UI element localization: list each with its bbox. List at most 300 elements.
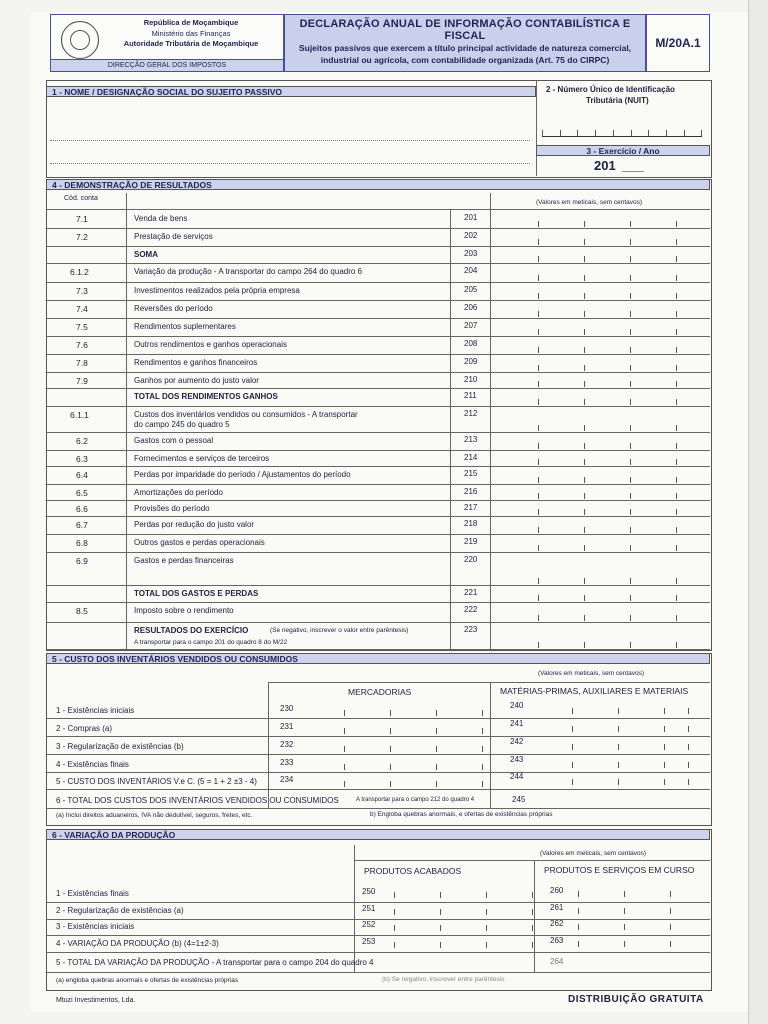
field-code[interactable]: 244 — [510, 772, 524, 781]
divider — [268, 682, 710, 683]
digit-separator — [538, 642, 539, 648]
digit-separator — [584, 275, 585, 281]
digit-separator — [618, 762, 619, 768]
digit-separator — [584, 381, 585, 387]
digit-separator — [578, 891, 579, 897]
digit-separator — [486, 892, 487, 898]
digit-separator — [538, 221, 539, 227]
field-245[interactable]: 245 — [512, 795, 526, 804]
digit-separator — [664, 762, 665, 768]
field-code[interactable]: 201 — [464, 213, 478, 222]
digit-separator — [664, 708, 665, 714]
digit-separator — [584, 221, 585, 227]
digit-separator — [390, 781, 391, 787]
digit-separator — [676, 578, 677, 584]
digit-separator — [584, 399, 585, 405]
directorate-name: DIRECÇÃO GERAL DOS IMPOSTOS — [51, 59, 283, 71]
digit-separator — [624, 908, 625, 914]
digit-separator — [676, 399, 677, 405]
section6-note-a: (a) engloba quebras anormais e ofertas de existências próprias — [56, 977, 239, 984]
field-code[interactable]: 260 — [550, 886, 564, 895]
divider — [46, 952, 710, 953]
fiscal-year-input[interactable]: ___ — [622, 158, 644, 173]
digit-separator — [394, 909, 395, 915]
inventory-row-label: 3 - Regularização de existências (b) — [56, 742, 184, 751]
row-description: TOTAL DOS GASTOS E PERDAS — [134, 589, 259, 598]
divider — [46, 919, 710, 920]
divider — [46, 902, 710, 903]
materias-header: MATÉRIAS-PRIMAS, AUXILIARES E MATERIAIS — [500, 686, 689, 696]
digit-separator — [538, 256, 539, 262]
divider — [46, 754, 710, 755]
divider — [534, 860, 535, 972]
digit-separator — [482, 746, 483, 752]
field-code[interactable]: 251 — [362, 904, 376, 913]
account-code: 6.8 — [76, 538, 88, 548]
ministry-name: Ministério das Finanças — [151, 29, 231, 38]
account-code: 7.3 — [76, 286, 88, 296]
digit-separator — [344, 764, 345, 770]
digit-separator — [630, 275, 631, 281]
digit-separator — [630, 347, 631, 353]
digit-separator — [584, 595, 585, 601]
field-code[interactable]: 234 — [280, 775, 294, 784]
issuer-block — [50, 14, 284, 72]
field-code[interactable]: 263 — [550, 936, 564, 945]
field-code[interactable]: 212 — [464, 409, 478, 418]
digit-separator — [344, 710, 345, 716]
inventory-row-label: 4 - Existências finais — [56, 760, 129, 769]
section5-total-note: A transportar para o campo 212 do quadro 4 — [356, 797, 475, 803]
free-distribution-label: DISTRIBUIÇÃO GRATUITA — [568, 994, 704, 1005]
section1-title: 1 - NOME / DESIGNAÇÃO SOCIAL DO SUJEITO PASSIVO — [46, 86, 536, 97]
digit-separator — [676, 595, 677, 601]
digit-separator — [664, 726, 665, 732]
digit-separator — [482, 728, 483, 734]
digit-separator — [538, 275, 539, 281]
digit-separator — [344, 781, 345, 787]
digit-separator — [538, 595, 539, 601]
digit-separator — [688, 762, 689, 768]
row-description: Outros gastos e perdas operacionais — [134, 538, 265, 547]
digit-separator — [630, 381, 631, 387]
field-code[interactable]: 213 — [464, 435, 478, 444]
digit-separator — [390, 728, 391, 734]
account-code: 7.8 — [76, 358, 88, 368]
field-code[interactable]: 214 — [464, 453, 478, 462]
digit-separator — [630, 578, 631, 584]
digit-separator — [482, 764, 483, 770]
digit-separator — [538, 477, 539, 483]
row-description: Gastos com o pessoal — [134, 436, 214, 445]
row-description-continued: A transportar para o campo 201 do quadro 8 do M/22 — [134, 639, 288, 646]
digit-separator — [532, 892, 533, 898]
account-code: 6.5 — [76, 488, 88, 498]
digit-separator — [538, 459, 539, 465]
fiscal-year-prefix: 201 — [594, 158, 616, 173]
field-code[interactable]: 217 — [464, 503, 478, 512]
field-code[interactable]: 203 — [464, 249, 478, 258]
nuit-input[interactable] — [542, 124, 702, 137]
digit-separator — [538, 239, 539, 245]
digit-separator — [440, 925, 441, 931]
digit-separator — [630, 311, 631, 317]
field-code[interactable]: 208 — [464, 339, 478, 348]
field-264[interactable]: 264 — [550, 957, 564, 966]
digit-separator — [572, 708, 573, 714]
account-code: 7.1 — [76, 214, 88, 224]
account-code: 7.4 — [76, 304, 88, 314]
digit-separator — [676, 275, 677, 281]
digit-separator — [440, 892, 441, 898]
divider — [46, 718, 710, 719]
digit-separator — [436, 746, 437, 752]
digit-separator — [630, 329, 631, 335]
field-code[interactable]: 222 — [464, 605, 478, 614]
field-code[interactable]: 240 — [510, 701, 524, 710]
digit-separator — [486, 909, 487, 915]
row-note: (Se negativo, inscrever o valor entre parêntesis) — [270, 627, 409, 634]
section5-note-b: b) Engloba quebras anormais, e ofertas de existências próprias — [370, 811, 553, 818]
section5-units: (Valores em meticais, sem centavos) — [538, 670, 645, 677]
row-description: Rendimentos suplementares — [134, 322, 236, 331]
digit-separator — [670, 924, 671, 930]
page-edge — [748, 0, 768, 1024]
digit-separator — [630, 642, 631, 648]
divider — [46, 972, 710, 973]
field-code[interactable]: 230 — [280, 704, 294, 713]
field-code[interactable]: 209 — [464, 357, 478, 366]
digit-separator — [538, 347, 539, 353]
field-code[interactable]: 215 — [464, 469, 478, 478]
digit-separator — [394, 942, 395, 948]
digit-separator — [630, 399, 631, 405]
digit-separator — [624, 924, 625, 930]
production-row-label: 3 - Existências iniciais — [56, 922, 135, 931]
digit-separator — [630, 477, 631, 483]
section3-title: 3 - Exercício / Ano — [536, 145, 710, 156]
digit-separator — [630, 365, 631, 371]
digit-separator — [578, 908, 579, 914]
row-description: Gastos e perdas financeiras — [134, 556, 234, 565]
digit-separator — [624, 941, 625, 947]
account-code: 6.1.2 — [70, 267, 89, 277]
account-code: 6.3 — [76, 454, 88, 464]
field-code[interactable]: 242 — [510, 737, 524, 746]
digit-separator — [676, 527, 677, 533]
digit-separator — [572, 762, 573, 768]
digit-separator — [676, 493, 677, 499]
section2-subtitle: Tributária (NUIT) — [586, 96, 649, 105]
form-subtitle-2: industrial ou agrícola, com contabilidade organizada (Art. 75 do CIRPC) — [320, 55, 610, 65]
digit-separator — [630, 443, 631, 449]
section6-total-label: 5 - TOTAL DA VARIAÇÃO DA PRODUÇÃO - A transportar para o campo 204 do quadro 4 — [56, 958, 374, 967]
digit-separator — [618, 744, 619, 750]
section5-note-a: (a) Inclui direitos aduaneiros, IVA não dedutível, seguros, fretes, etc. — [56, 812, 253, 819]
field-code[interactable]: 219 — [464, 537, 478, 546]
digit-separator — [676, 293, 677, 299]
digit-separator — [676, 347, 677, 353]
digit-separator — [584, 477, 585, 483]
section4-title: 4 - DEMONSTRAÇÃO DE RESULTADOS — [46, 179, 710, 190]
row-description: Ganhos por aumento do justo valor — [134, 376, 259, 385]
digit-separator — [436, 764, 437, 770]
digit-separator — [630, 293, 631, 299]
field-code[interactable]: 233 — [280, 758, 294, 767]
production-row-label: 4 - VARIAÇÃO DA PRODUÇÃO (b) (4=1±2-3) — [56, 939, 219, 948]
divider — [536, 80, 537, 176]
digit-separator — [440, 909, 441, 915]
section5-total-label: 6 - TOTAL DOS CUSTOS DOS INVENTÁRIOS VENDIDOS OU CONSUMIDOS — [56, 796, 339, 805]
field-code[interactable]: 261 — [550, 903, 564, 912]
production-row-label: 1 - Existências finais — [56, 889, 129, 898]
row-description: TOTAL DOS RENDIMENTOS GANHOS — [134, 392, 278, 401]
field-code[interactable]: 211 — [464, 391, 477, 400]
account-code: 6.1.1 — [70, 410, 89, 420]
divider — [46, 935, 710, 936]
digit-separator — [688, 744, 689, 750]
digit-separator — [538, 615, 539, 621]
divider — [46, 736, 710, 737]
digit-separator — [676, 425, 677, 431]
field-code[interactable]: 206 — [464, 303, 478, 312]
row-description: Outros rendimentos e ganhos operacionais — [134, 340, 287, 349]
country-name: República de Moçambique — [143, 18, 239, 27]
account-code: 7.6 — [76, 340, 88, 350]
digit-separator — [676, 477, 677, 483]
digit-separator — [538, 329, 539, 335]
digit-separator — [538, 365, 539, 371]
digit-separator — [676, 329, 677, 335]
digit-separator — [630, 509, 631, 515]
digit-separator — [630, 221, 631, 227]
section4-units: (Valores em meticais, sem centavos) — [536, 199, 643, 206]
divider — [46, 789, 710, 790]
digit-separator — [482, 710, 483, 716]
digit-separator — [584, 615, 585, 621]
digit-separator — [584, 578, 585, 584]
name-field-line-1[interactable] — [50, 140, 530, 141]
digit-separator — [584, 239, 585, 245]
field-code[interactable]: 210 — [464, 375, 478, 384]
field-code[interactable]: 223 — [464, 625, 478, 634]
row-description: Custos dos inventários vendidos ou consumidos - A transportar — [134, 410, 358, 419]
digit-separator — [584, 493, 585, 499]
row-description: Rendimentos e ganhos financeiros — [134, 358, 258, 367]
row-description: Prestação de serviços — [134, 232, 213, 241]
digit-separator — [344, 746, 345, 752]
row-description: Fornecimentos e serviços de terceiros — [134, 454, 270, 463]
digit-separator — [584, 642, 585, 648]
row-description: Venda de bens — [134, 214, 188, 223]
account-code: 6.9 — [76, 556, 88, 566]
digit-separator — [486, 925, 487, 931]
inventory-row-label: 1 - Existências iniciais — [56, 706, 135, 715]
row-description-continued: do campo 245 do quadro 5 — [134, 420, 230, 429]
digit-separator — [676, 642, 677, 648]
digit-separator — [676, 545, 677, 551]
section2-title: 2 - Número Único de Identificação — [546, 85, 675, 94]
digit-separator — [486, 942, 487, 948]
digit-separator — [688, 726, 689, 732]
field-code[interactable]: 262 — [550, 919, 564, 928]
inventory-row-label: 5 - CUSTO DOS INVENTÁRIOS V.e C. (5 = 1 + 2 ±3 - 4) — [56, 777, 257, 786]
row-description: Provisões do período — [134, 504, 210, 513]
digit-separator — [676, 311, 677, 317]
divider — [46, 649, 710, 650]
row-description: Perdas por imparidade do período / Ajustamentos do período — [134, 470, 351, 479]
field-code[interactable]: 221 — [464, 588, 478, 597]
field-code[interactable]: 207 — [464, 321, 478, 330]
digit-separator — [578, 924, 579, 930]
digit-separator — [630, 459, 631, 465]
digit-separator — [676, 381, 677, 387]
section6-note-b: (b) Se negativo, inscrever entre parêntesis — [382, 976, 505, 983]
name-field-line-2[interactable] — [50, 163, 530, 164]
form-subtitle-1: Sujeitos passivos que exercem a título principal actividade de natureza comercial, — [298, 43, 632, 53]
field-code[interactable]: 232 — [280, 740, 294, 749]
digit-separator — [584, 311, 585, 317]
digit-separator — [618, 726, 619, 732]
digit-separator — [630, 595, 631, 601]
digit-separator — [538, 293, 539, 299]
digit-separator — [572, 779, 573, 785]
digit-separator — [688, 779, 689, 785]
mercadorias-header: MERCADORIAS — [348, 687, 412, 697]
digit-separator — [584, 347, 585, 353]
digit-separator — [676, 509, 677, 515]
digit-separator — [664, 779, 665, 785]
field-code[interactable]: 220 — [464, 555, 478, 564]
authority-name: Autoridade Tributária de Moçambique — [123, 39, 259, 48]
row-description: Reversões do período — [134, 304, 213, 313]
row-description: RESULTADOS DO EXERCÍCIO — [134, 626, 249, 635]
digit-separator — [538, 381, 539, 387]
form-code: M/20A.1 — [646, 14, 710, 72]
printer-credit: Mtuzi Investimentos, Lda. — [56, 997, 136, 1004]
digit-separator — [630, 527, 631, 533]
section5-title: 5 - CUSTO DOS INVENTÁRIOS VENDIDOS OU CONSUMIDOS — [46, 653, 710, 664]
digit-separator — [584, 293, 585, 299]
digit-separator — [630, 239, 631, 245]
digit-separator — [664, 744, 665, 750]
digit-separator — [538, 443, 539, 449]
field-code[interactable]: 218 — [464, 519, 478, 528]
divider — [46, 808, 710, 809]
digit-separator — [676, 443, 677, 449]
produtos-acabados-header: PRODUTOS ACABADOS — [364, 866, 462, 876]
digit-separator — [532, 925, 533, 931]
digit-separator — [630, 256, 631, 262]
digit-separator — [572, 744, 573, 750]
digit-separator — [630, 493, 631, 499]
row-description: Perdas por redução do justo valor — [134, 520, 255, 529]
section6-units: (Valores em meticais, sem centavos) — [540, 850, 647, 857]
field-code[interactable]: 252 — [362, 920, 376, 929]
inventory-row-label: 2 - Compras (a) — [56, 724, 113, 733]
divider — [354, 860, 710, 861]
account-code: 6.7 — [76, 520, 88, 530]
digit-separator — [584, 459, 585, 465]
digit-separator — [584, 329, 585, 335]
digit-separator — [618, 779, 619, 785]
digit-separator — [538, 311, 539, 317]
digit-separator — [618, 708, 619, 714]
digit-separator — [584, 527, 585, 533]
field-code[interactable]: 243 — [510, 755, 524, 764]
account-code: 8.5 — [76, 606, 88, 616]
row-description: Imposto sobre o rendimento — [134, 606, 234, 615]
digit-separator — [538, 425, 539, 431]
digit-separator — [584, 443, 585, 449]
digit-separator — [630, 545, 631, 551]
row-description: Variação da produção - A transportar do campo 264 do quadro 6 — [134, 267, 363, 276]
digit-separator — [676, 239, 677, 245]
field-code[interactable]: 231 — [280, 722, 294, 731]
field-code[interactable]: 205 — [464, 285, 478, 294]
digit-separator — [670, 908, 671, 914]
digit-separator — [584, 545, 585, 551]
digit-separator — [688, 708, 689, 714]
field-code[interactable]: 202 — [464, 231, 478, 240]
digit-separator — [584, 256, 585, 262]
digit-separator — [624, 891, 625, 897]
digit-separator — [482, 781, 483, 787]
digit-separator — [538, 545, 539, 551]
field-code[interactable]: 204 — [464, 266, 478, 275]
account-code: 7.5 — [76, 322, 88, 332]
digit-separator — [532, 942, 533, 948]
digit-separator — [676, 459, 677, 465]
digit-separator — [676, 615, 677, 621]
divider — [46, 772, 710, 773]
digit-separator — [578, 941, 579, 947]
coat-of-arms-emblem — [61, 21, 99, 59]
field-code[interactable]: 241 — [510, 719, 524, 728]
field-code[interactable]: 216 — [464, 487, 478, 496]
form-title-block — [284, 14, 646, 72]
production-row-label: 2 - Regularização de existências (a) — [56, 906, 184, 915]
digit-separator — [676, 365, 677, 371]
row-description: SOMA — [134, 250, 158, 259]
digit-separator — [394, 925, 395, 931]
account-code: 6.4 — [76, 470, 88, 480]
digit-separator — [436, 728, 437, 734]
digit-separator — [344, 728, 345, 734]
digit-separator — [538, 578, 539, 584]
digit-separator — [436, 710, 437, 716]
digit-separator — [538, 493, 539, 499]
digit-separator — [538, 509, 539, 515]
digit-separator — [584, 425, 585, 431]
field-code[interactable]: 250 — [362, 887, 376, 896]
section6-title: 6 - VARIAÇÃO DA PRODUÇÃO — [46, 829, 710, 840]
form-title: DECLARAÇÃO ANUAL DE INFORMAÇÃO CONTABILÍSTICA E FISCAL — [299, 18, 631, 42]
digit-separator — [630, 425, 631, 431]
digit-separator — [572, 726, 573, 732]
account-code-header: Cód. conta — [64, 195, 98, 202]
field-code[interactable]: 253 — [362, 937, 376, 946]
digit-separator — [670, 891, 671, 897]
account-code: 7.9 — [76, 376, 88, 386]
digit-separator — [584, 509, 585, 515]
digit-separator — [440, 942, 441, 948]
digit-separator — [390, 746, 391, 752]
digit-separator — [670, 941, 671, 947]
digit-separator — [538, 399, 539, 405]
digit-separator — [436, 781, 437, 787]
digit-separator — [394, 892, 395, 898]
